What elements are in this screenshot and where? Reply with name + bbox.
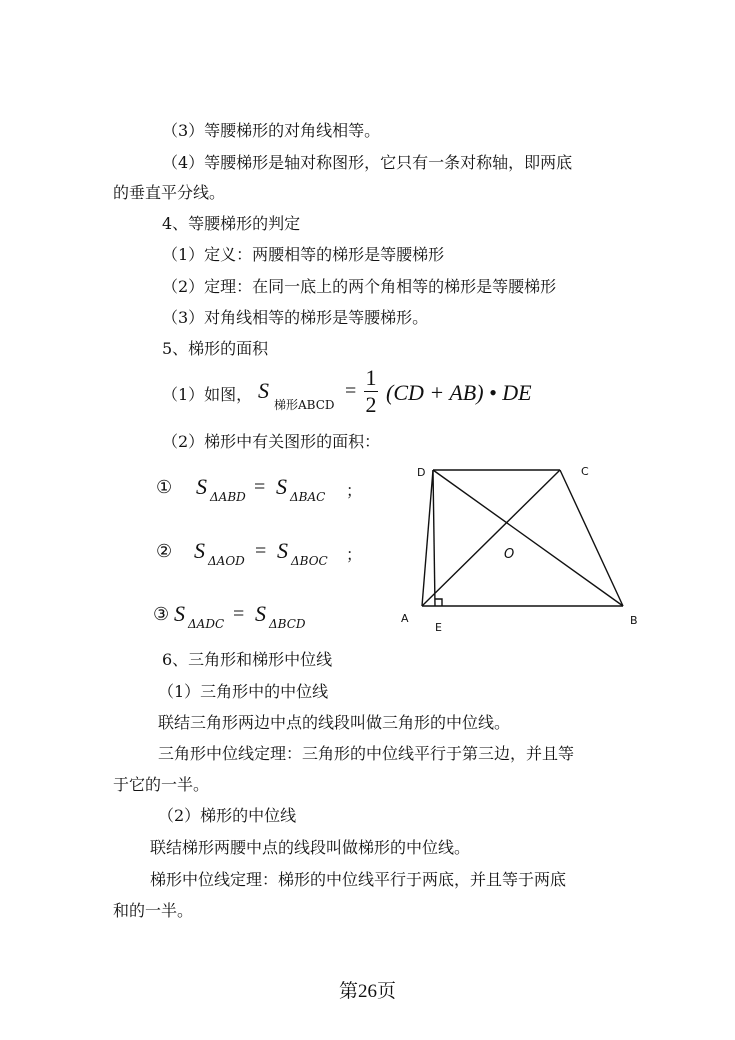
eq2-left-sub: ΔAOD [208, 554, 245, 568]
eq3-left-sub: ΔADC [188, 617, 225, 631]
diagonal-BD [433, 470, 623, 606]
prop-4-line1: （4）等腰梯形是轴对称图形，它只有一条对称轴，即两底 [162, 153, 573, 172]
area-fraction [364, 366, 378, 417]
label-A: A [401, 612, 409, 625]
area-S: S [258, 378, 269, 403]
eq3-left-S: S [174, 601, 185, 626]
triangle-midline-thm-1: 三角形中位线定理：三角形的中位线平行于第三边，并且等 [158, 744, 575, 763]
eq1-right-S: S [276, 474, 287, 499]
fraction-numerator: 1 [365, 365, 377, 390]
label-D: D [417, 466, 426, 479]
eq2-right-sub: ΔBOC [291, 554, 328, 568]
marker-2: ② [156, 541, 173, 562]
prop-3: （3）等腰梯形的对角线相等。 [162, 121, 381, 140]
label-E: E [435, 621, 442, 634]
trapezoid-midline-thm-1: 梯形中位线定理：梯形的中位线平行于两底，并且等于两底 [150, 870, 567, 889]
sub-2-heading: （2）梯形的中位线 [158, 806, 297, 825]
side-AD [422, 470, 433, 606]
eq2-right-S: S [277, 538, 288, 563]
label-O: O [504, 547, 515, 562]
eq3-right-S: S [255, 601, 266, 626]
area-related-heading: （2）梯形中有关图形的面积： [162, 432, 381, 451]
trapezoid-figure [395, 458, 655, 638]
eq1-eq: = [254, 476, 266, 498]
sub-1-heading: （1）三角形中的中位线 [158, 682, 329, 701]
eq1-right-sub: ΔBAC [290, 490, 326, 504]
eq3-eq: = [233, 603, 245, 625]
page-number: 第26页 [338, 981, 396, 1002]
height-DE [433, 470, 435, 606]
area-formula-prefix: （1）如图， [162, 385, 253, 404]
eq2-trail: ； [346, 545, 363, 564]
eq1-left-S: S [196, 474, 207, 499]
criterion-2: （2）定理：在同一底上的两个角相等的梯形是等腰梯形 [162, 277, 557, 296]
marker-3: ③ [153, 604, 170, 625]
eq3-right-sub: ΔBCD [269, 617, 306, 631]
trapezoid-midline-thm-2: 和的一半。 [113, 901, 194, 920]
criterion-3: （3）对角线相等的梯形是等腰梯形。 [162, 308, 429, 327]
area-sub: 梯形ABCD [274, 398, 335, 412]
area-rest: (CD + AB) • DE [386, 380, 532, 405]
right-angle-mark [435, 599, 442, 606]
eq2-left-S: S [194, 538, 205, 563]
eq2-eq: = [255, 540, 267, 562]
heading-4: 4、等腰梯形的判定 [162, 214, 301, 233]
diagonal-AC [422, 470, 560, 606]
eq1-trail: ； [346, 481, 363, 500]
label-B: B [630, 614, 638, 627]
prop-4-line2: 的垂直平分线。 [113, 183, 226, 202]
area-eq: = [345, 380, 357, 402]
trapezoid-midline-def: 联结梯形两腰中点的线段叫做梯形的中位线。 [150, 838, 471, 857]
side-BC [560, 470, 623, 606]
heading-6: 6、三角形和梯形中位线 [162, 650, 333, 669]
fraction-denominator: 2 [365, 392, 377, 417]
criterion-1: （1）定义：两腰相等的梯形是等腰梯形 [162, 245, 445, 264]
triangle-midline-def: 联结三角形两边中点的线段叫做三角形的中位线。 [158, 713, 511, 732]
label-C: C [581, 465, 589, 478]
eq1-left-sub: ΔABD [210, 490, 246, 504]
marker-1: ① [156, 477, 173, 498]
heading-5: 5、梯形的面积 [162, 339, 269, 358]
triangle-midline-thm-2: 于它的一半。 [113, 775, 210, 794]
